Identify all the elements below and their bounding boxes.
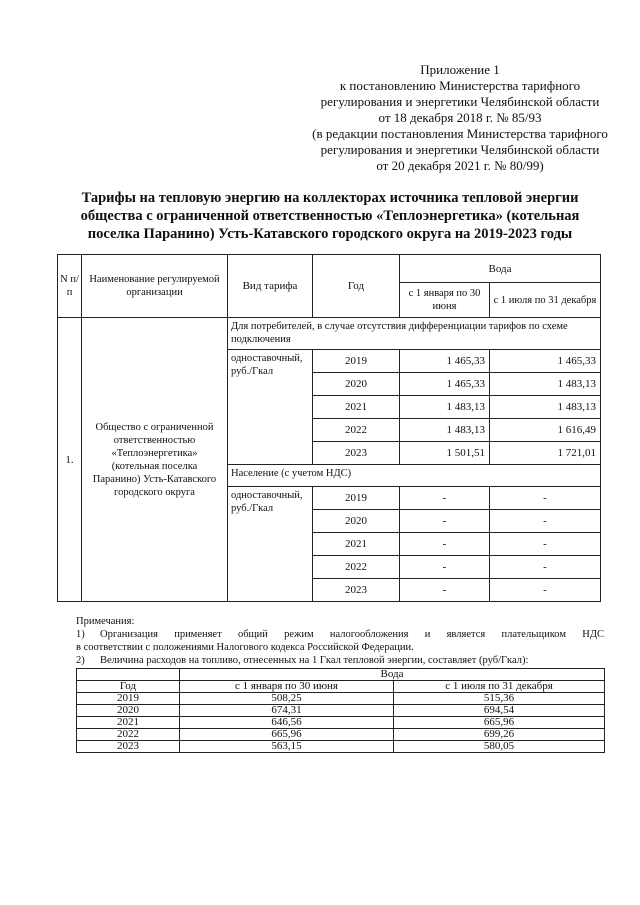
fuel-value: 665,96 [394, 717, 605, 729]
value-period-1: - [400, 533, 490, 556]
value-period-1: 1 501,51 [400, 442, 490, 465]
title-line: Тарифы на тепловую энергию на коллекторах источника тепловой энергии [81, 190, 579, 206]
fuel-header-year: Год [77, 681, 180, 693]
header-year: Год [313, 255, 400, 318]
year-cell: 2020 [313, 510, 400, 533]
value-period-2: 1 483,13 [490, 373, 601, 396]
note-text: Величина расходов на топливо, отнесенных на 1 Гкал тепловой энергии, составляет (руб/Гкал): [100, 655, 529, 666]
row-number: 1. [58, 318, 82, 602]
fuel-row [77, 717, 605, 729]
note-continuation: в соответствии с положениями Налогового кодекса Российской Федерации. [76, 642, 414, 653]
year-cell: 2020 [313, 373, 400, 396]
fuel-header-water: Вода [180, 669, 605, 681]
appendix-line: Приложение 1 [420, 62, 500, 77]
title-line: общества с ограниченной ответственностью «Теплоэнергетика» (котельная [80, 208, 580, 224]
value-period-1: 1 483,13 [400, 419, 490, 442]
fuel-value: 508,25 [180, 693, 394, 705]
value-period-1: 1 465,33 [400, 350, 490, 373]
notes-heading: Примечания: [76, 616, 135, 627]
notes-section [76, 615, 604, 667]
fuel-value: 646,56 [180, 717, 394, 729]
year-cell: 2023 [313, 579, 400, 602]
header-period-2: с 1 июля по 31 декабря [490, 283, 601, 318]
appendix-line: регулирования и энергетики Челябинской области [320, 142, 600, 157]
value-period-1: - [400, 556, 490, 579]
appendix-line: от 18 декабря 2018 г. № 85/93 [378, 110, 542, 125]
value-period-2: 1 721,01 [490, 442, 601, 465]
value-period-2: - [490, 579, 601, 602]
fuel-year: 2022 [77, 729, 180, 741]
value-period-2: - [490, 510, 601, 533]
note-text: Организация применяет общий режим налогообложения и является плательщиком НДС [100, 629, 604, 640]
fuel-cost-table [76, 668, 605, 753]
fuel-value: 580,05 [394, 741, 605, 753]
header-period-1: с 1 января по 30 июня [400, 283, 490, 318]
header-tariff-type: Вид тарифа [228, 255, 313, 318]
year-cell: 2023 [313, 442, 400, 465]
value-period-1: 1 483,13 [400, 396, 490, 419]
fuel-value: 694,54 [394, 705, 605, 717]
year-cell: 2022 [313, 556, 400, 579]
fuel-row [77, 729, 605, 741]
fuel-value: 515,36 [394, 693, 605, 705]
header-water: Вода [400, 255, 601, 283]
note-number: 2) [76, 655, 85, 666]
consumer-group-label: Население (с учетом НДС) [228, 465, 601, 487]
header-num: N п/п [58, 255, 82, 318]
fuel-header-empty [77, 669, 180, 681]
fuel-value: 674,31 [180, 705, 394, 717]
organization-name: Общество с ограниченной ответственностью «Теплоэнергетика» (котельная поселка Паранино) Усть-Катавского городского округа [82, 318, 228, 602]
value-period-1: - [400, 487, 490, 510]
value-period-1: - [400, 510, 490, 533]
year-cell: 2019 [313, 350, 400, 373]
fuel-row [77, 693, 605, 705]
fuel-year: 2019 [77, 693, 180, 705]
appendix-line: от 20 декабря 2021 г. № 80/99) [376, 158, 544, 173]
appendix-line: к постановлению Министерства тарифного [339, 78, 581, 93]
fuel-year: 2021 [77, 717, 180, 729]
document-title [52, 189, 608, 243]
tariff-table-body [58, 255, 601, 602]
note-number: 1) [76, 629, 85, 640]
fuel-year: 2023 [77, 741, 180, 753]
value-period-2: - [490, 487, 601, 510]
note-1 [76, 628, 604, 641]
appendix-line: (в редакции постановления Министерства тарифного [312, 126, 608, 141]
fuel-header-period-1: с 1 января по 30 июня [180, 681, 394, 693]
fuel-header-period-2: с 1 июля по 31 декабря [394, 681, 605, 693]
year-cell: 2021 [313, 533, 400, 556]
header-organization: Наименование регулируемой организации [82, 255, 228, 318]
fuel-row [77, 741, 605, 753]
value-period-2: - [490, 533, 601, 556]
fuel-year: 2020 [77, 705, 180, 717]
fuel-row [77, 705, 605, 717]
fuel-value: 563,15 [180, 741, 394, 753]
title-line: поселка Паранино) Усть-Катавского городского округа на 2019-2023 годы [87, 226, 573, 242]
tariff-type: одноставочный, руб./Гкал [228, 350, 313, 465]
value-period-1: 1 465,33 [400, 373, 490, 396]
note-2 [76, 654, 604, 667]
appendix-line: регулирования и энергетики Челябинской области [320, 94, 600, 109]
fuel-value: 699,26 [394, 729, 605, 741]
fuel-table-body [77, 669, 605, 753]
value-period-2: 1 616,49 [490, 419, 601, 442]
year-cell: 2019 [313, 487, 400, 510]
fuel-value: 665,96 [180, 729, 394, 741]
consumer-group-label: Для потребителей, в случае отсутствия дифференциации тарифов по схеме подключения [228, 318, 601, 350]
year-cell: 2022 [313, 419, 400, 442]
value-period-2: - [490, 556, 601, 579]
value-period-2: 1 465,33 [490, 350, 601, 373]
value-period-1: - [400, 579, 490, 602]
value-period-2: 1 483,13 [490, 396, 601, 419]
appendix-header [300, 62, 620, 174]
year-cell: 2021 [313, 396, 400, 419]
tariff-type: одноставочный, руб./Гкал [228, 487, 313, 602]
tariff-table [57, 254, 601, 602]
